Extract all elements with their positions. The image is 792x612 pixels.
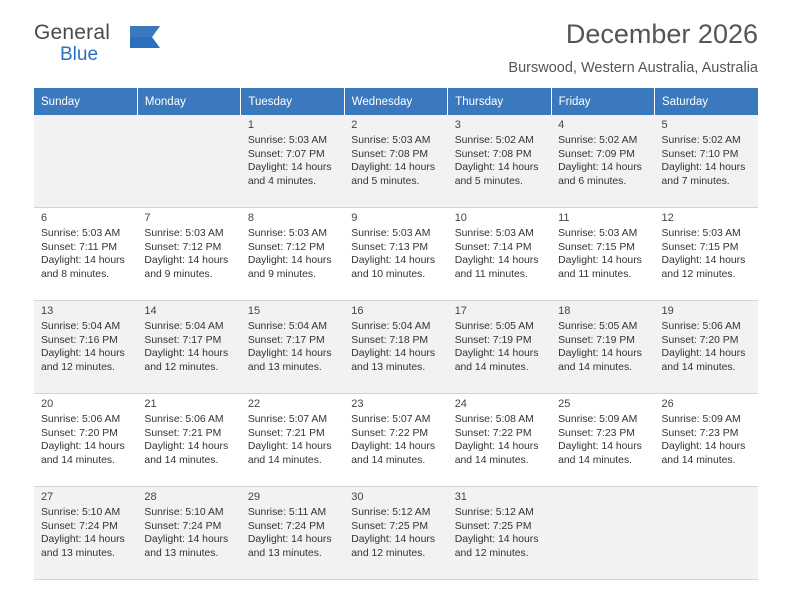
day-details <box>41 227 131 281</box>
day-detail-line: Sunrise: 5:07 AM <box>247 414 327 425</box>
day-detail-line: Sunrise: 5:12 AM <box>351 507 431 518</box>
day-detail-line: Sunset: 7:09 PM <box>558 148 635 160</box>
brand-logo[interactable] <box>34 22 234 76</box>
day-detail-line: Sunset: 7:15 PM <box>558 241 635 253</box>
calendar-day-cell[interactable] <box>448 115 551 208</box>
day-number: 31 <box>454 491 467 503</box>
day-detail-line: Sunrise: 5:03 AM <box>661 228 741 239</box>
day-details <box>455 227 545 281</box>
day-details <box>41 413 131 467</box>
day-detail-line: Sunset: 7:24 PM <box>247 520 325 532</box>
calendar-body <box>34 115 758 580</box>
calendar-day-cell[interactable] <box>551 394 654 487</box>
day-details <box>351 320 441 374</box>
day-details <box>248 506 338 560</box>
calendar-day-cell[interactable] <box>34 487 137 580</box>
day-detail-line: Daylight: 14 hours <box>661 441 746 453</box>
day-detail-line: and 12 minutes. <box>41 361 115 373</box>
day-detail-line: Sunrise: 5:05 AM <box>558 321 638 332</box>
day-number: 19 <box>661 305 674 317</box>
day-detail-line: Sunset: 7:08 PM <box>351 148 429 160</box>
calendar-day-cell[interactable] <box>344 394 447 487</box>
day-detail-line: Sunset: 7:12 PM <box>247 241 325 253</box>
day-detail-line: Sunset: 7:21 PM <box>144 427 222 439</box>
day-detail-line: and 10 minutes. <box>351 268 426 280</box>
day-detail-line: Sunrise: 5:02 AM <box>454 135 534 146</box>
day-detail-line: Sunset: 7:12 PM <box>144 241 222 253</box>
calendar-day-cell[interactable] <box>344 301 447 394</box>
day-detail-line: Daylight: 14 hours <box>247 348 332 360</box>
page-title: December 2026 <box>565 19 758 49</box>
day-detail-line: Sunrise: 5:06 AM <box>144 414 224 425</box>
calendar-week-row <box>34 394 758 487</box>
brand-general-text: General <box>34 21 111 44</box>
day-detail-line: Daylight: 14 hours <box>41 255 125 267</box>
day-detail-line: Sunrise: 5:03 AM <box>454 228 534 239</box>
day-detail-line: and 5 minutes. <box>454 175 523 187</box>
calendar-day-cell[interactable] <box>34 301 137 394</box>
day-number: 25 <box>558 398 571 410</box>
day-detail-line: Daylight: 14 hours <box>558 255 642 267</box>
day-detail-line: Daylight: 14 hours <box>144 441 229 453</box>
calendar-day-cell[interactable] <box>241 487 344 580</box>
day-detail-line: Sunrise: 5:02 AM <box>558 135 638 146</box>
day-number: 20 <box>41 398 54 410</box>
day-detail-line: and 9 minutes. <box>247 268 317 280</box>
day-detail-line: and 12 minutes. <box>144 361 219 373</box>
day-detail-line: Sunrise: 5:07 AM <box>351 414 431 425</box>
weekday-header-wednesday: Wednesday <box>344 88 447 115</box>
day-detail-line: and 11 minutes. <box>558 268 632 280</box>
calendar-day-cell[interactable] <box>241 394 344 487</box>
day-detail-line: Sunset: 7:25 PM <box>351 520 429 532</box>
day-detail-line: Sunset: 7:22 PM <box>454 427 532 439</box>
day-number: 8 <box>247 212 254 224</box>
day-detail-line: Daylight: 14 hours <box>351 255 436 267</box>
day-number: 7 <box>144 212 151 224</box>
calendar-day-cell[interactable] <box>448 301 551 394</box>
calendar-day-cell[interactable] <box>137 208 240 301</box>
day-detail-line: Sunset: 7:08 PM <box>454 148 532 160</box>
day-detail-line: Daylight: 14 hours <box>454 441 539 453</box>
day-detail-line: Sunset: 7:22 PM <box>351 427 429 439</box>
calendar-day-cell[interactable] <box>655 208 758 301</box>
day-details <box>455 506 545 560</box>
day-number: 3 <box>454 119 461 131</box>
day-detail-line: and 4 minutes. <box>247 175 317 187</box>
day-detail-line: and 13 minutes. <box>247 361 322 373</box>
day-number: 14 <box>144 305 157 317</box>
day-details <box>455 320 545 374</box>
day-number: 27 <box>41 491 54 503</box>
day-details <box>558 134 648 188</box>
day-details <box>41 320 131 374</box>
day-detail-line: Sunset: 7:19 PM <box>558 334 635 346</box>
calendar-day-cell[interactable] <box>448 394 551 487</box>
calendar-day-cell[interactable] <box>344 208 447 301</box>
day-detail-line: Sunrise: 5:03 AM <box>247 228 327 239</box>
day-details <box>351 134 441 188</box>
day-number: 22 <box>247 398 261 410</box>
day-detail-line: Sunrise: 5:04 AM <box>247 321 327 332</box>
day-detail-line: Sunset: 7:20 PM <box>661 334 739 346</box>
day-detail-line: Daylight: 14 hours <box>661 348 746 360</box>
day-detail-line: Daylight: 14 hours <box>144 348 229 360</box>
day-number: 2 <box>351 119 358 131</box>
calendar-day-cell[interactable] <box>241 115 344 208</box>
weekday-header-friday: Friday <box>551 88 654 115</box>
day-detail-line: Sunset: 7:14 PM <box>454 241 532 253</box>
day-detail-line: Sunrise: 5:04 AM <box>41 321 121 332</box>
day-number: 10 <box>454 212 467 224</box>
day-detail-line: Sunset: 7:23 PM <box>661 427 739 439</box>
day-detail-line: and 14 minutes. <box>558 454 633 466</box>
brand-blue-text: Blue <box>60 44 99 65</box>
day-detail-line: Sunrise: 5:02 AM <box>661 135 741 146</box>
day-detail-line: Sunrise: 5:03 AM <box>41 228 121 239</box>
day-number: 13 <box>41 305 54 317</box>
day-number: 4 <box>558 119 565 131</box>
day-detail-line: Daylight: 14 hours <box>351 441 436 453</box>
day-detail-line: Sunrise: 5:03 AM <box>351 135 431 146</box>
day-details <box>351 413 441 467</box>
day-number: 1 <box>247 119 254 131</box>
day-details <box>662 320 752 374</box>
day-detail-line: Sunset: 7:15 PM <box>661 241 739 253</box>
day-detail-line: Sunrise: 5:10 AM <box>144 507 224 518</box>
day-detail-line: Sunrise: 5:03 AM <box>247 135 327 146</box>
calendar-day-cell[interactable] <box>241 208 344 301</box>
day-detail-line: Daylight: 14 hours <box>454 162 539 174</box>
day-detail-line: Sunset: 7:19 PM <box>454 334 532 346</box>
day-detail-line: and 14 minutes. <box>454 454 529 466</box>
day-details <box>455 413 545 467</box>
day-details <box>558 413 648 467</box>
day-detail-line: and 12 minutes. <box>454 547 529 559</box>
calendar-day-cell[interactable] <box>137 487 240 580</box>
day-details <box>351 506 441 560</box>
day-details <box>144 413 234 467</box>
calendar-day-cell[interactable] <box>655 301 758 394</box>
day-detail-line: Daylight: 14 hours <box>41 441 125 453</box>
day-detail-line: and 13 minutes. <box>247 547 322 559</box>
calendar-day-empty <box>137 115 240 208</box>
day-detail-line: Daylight: 14 hours <box>454 348 539 360</box>
day-detail-line: Daylight: 14 hours <box>144 534 229 546</box>
day-details <box>351 227 441 281</box>
calendar-day-cell[interactable] <box>344 487 447 580</box>
calendar-day-cell[interactable] <box>34 208 137 301</box>
title-block <box>508 18 758 78</box>
day-detail-line: and 5 minutes. <box>351 175 420 187</box>
day-details <box>144 506 234 560</box>
calendar-day-cell[interactable] <box>34 394 137 487</box>
day-number: 18 <box>558 305 571 317</box>
day-detail-line: and 14 minutes. <box>41 454 115 466</box>
day-detail-line: Daylight: 14 hours <box>41 348 125 360</box>
weekday-header-monday: Monday <box>137 88 240 115</box>
calendar-day-cell[interactable] <box>551 301 654 394</box>
day-detail-line: and 7 minutes. <box>661 175 730 187</box>
day-number: 5 <box>661 119 668 131</box>
day-detail-line: Sunrise: 5:10 AM <box>41 507 121 518</box>
day-number: 16 <box>351 305 364 317</box>
day-detail-line: Sunrise: 5:09 AM <box>558 414 638 425</box>
day-detail-line: and 14 minutes. <box>558 361 633 373</box>
day-details <box>144 227 234 281</box>
day-detail-line: Sunrise: 5:11 AM <box>247 507 327 518</box>
calendar-day-cell[interactable] <box>655 394 758 487</box>
day-detail-line: Sunrise: 5:12 AM <box>454 507 534 518</box>
day-number: 15 <box>247 305 261 317</box>
day-detail-line: and 8 minutes. <box>41 268 110 280</box>
day-detail-line: Sunset: 7:11 PM <box>41 241 118 253</box>
day-detail-line: Daylight: 14 hours <box>454 255 539 267</box>
day-detail-line: Daylight: 14 hours <box>558 162 642 174</box>
day-detail-line: and 13 minutes. <box>351 361 426 373</box>
day-detail-line: and 14 minutes. <box>454 361 529 373</box>
day-number: 21 <box>144 398 157 410</box>
day-number: 12 <box>661 212 674 224</box>
day-detail-line: Sunset: 7:20 PM <box>41 427 118 439</box>
calendar-day-empty <box>34 115 137 208</box>
day-number: 26 <box>661 398 674 410</box>
day-detail-line: Sunrise: 5:06 AM <box>661 321 741 332</box>
location-subtitle: Burswood, Western Australia, Australia <box>508 60 758 76</box>
weekday-header-saturday: Saturday <box>655 88 758 115</box>
day-detail-line: Daylight: 14 hours <box>247 534 332 546</box>
day-details <box>662 227 752 281</box>
calendar-week-row <box>34 301 758 394</box>
day-number: 23 <box>351 398 364 410</box>
weekday-header-tuesday: Tuesday <box>241 88 344 115</box>
day-detail-line: Sunrise: 5:04 AM <box>351 321 431 332</box>
calendar-week-row <box>34 208 758 301</box>
day-detail-line: and 14 minutes. <box>351 454 426 466</box>
day-detail-line: and 14 minutes. <box>247 454 322 466</box>
day-detail-line: Sunrise: 5:06 AM <box>41 414 121 425</box>
day-details <box>248 320 338 374</box>
day-detail-line: Sunset: 7:17 PM <box>144 334 222 346</box>
day-details <box>558 320 648 374</box>
sunrise-sunset-calendar <box>34 88 758 580</box>
day-detail-line: Sunset: 7:24 PM <box>41 520 118 532</box>
day-details <box>248 227 338 281</box>
calendar-day-cell[interactable] <box>344 115 447 208</box>
day-detail-line: Sunset: 7:25 PM <box>454 520 532 532</box>
day-number: 6 <box>41 212 48 224</box>
day-detail-line: Sunrise: 5:05 AM <box>454 321 534 332</box>
flag-icon <box>130 24 162 50</box>
day-detail-line: Sunset: 7:13 PM <box>351 241 429 253</box>
day-detail-line: Sunset: 7:18 PM <box>351 334 429 346</box>
calendar-day-cell[interactable] <box>551 208 654 301</box>
day-details <box>248 413 338 467</box>
day-detail-line: and 14 minutes. <box>144 454 219 466</box>
day-detail-line: Daylight: 14 hours <box>247 162 332 174</box>
day-detail-line: Daylight: 14 hours <box>351 534 436 546</box>
day-detail-line: Daylight: 14 hours <box>144 255 229 267</box>
day-detail-line: and 11 minutes. <box>454 268 528 280</box>
day-detail-line: and 6 minutes. <box>558 175 627 187</box>
calendar-day-cell[interactable] <box>137 394 240 487</box>
day-detail-line: Sunrise: 5:04 AM <box>144 321 224 332</box>
day-detail-line: Sunrise: 5:03 AM <box>351 228 431 239</box>
day-detail-line: Daylight: 14 hours <box>247 255 332 267</box>
day-detail-line: Sunrise: 5:08 AM <box>454 414 534 425</box>
day-detail-line: and 12 minutes. <box>661 268 736 280</box>
day-details <box>662 413 752 467</box>
calendar-day-cell[interactable] <box>137 301 240 394</box>
calendar-day-cell[interactable] <box>448 487 551 580</box>
day-number: 9 <box>351 212 358 224</box>
day-details <box>144 320 234 374</box>
day-number: 30 <box>351 491 364 503</box>
day-detail-line: Sunrise: 5:03 AM <box>144 228 224 239</box>
calendar-day-cell[interactable] <box>655 115 758 208</box>
day-details <box>248 134 338 188</box>
day-details <box>662 134 752 188</box>
day-detail-line: and 12 minutes. <box>351 547 426 559</box>
day-detail-line: Daylight: 14 hours <box>41 534 125 546</box>
calendar-day-cell[interactable] <box>241 301 344 394</box>
day-detail-line: Sunset: 7:16 PM <box>41 334 118 346</box>
day-detail-line: Sunset: 7:17 PM <box>247 334 325 346</box>
day-details <box>41 506 131 560</box>
day-detail-line: Daylight: 14 hours <box>661 162 746 174</box>
page-header <box>34 0 758 76</box>
day-detail-line: and 9 minutes. <box>144 268 213 280</box>
calendar-day-cell[interactable] <box>551 115 654 208</box>
day-detail-line: Sunset: 7:10 PM <box>661 148 739 160</box>
day-detail-line: Daylight: 14 hours <box>454 534 539 546</box>
day-detail-line: Sunset: 7:24 PM <box>144 520 222 532</box>
day-detail-line: Daylight: 14 hours <box>351 348 436 360</box>
day-detail-line: Sunset: 7:07 PM <box>247 148 325 160</box>
day-detail-line: Daylight: 14 hours <box>351 162 436 174</box>
calendar-week-row <box>34 487 758 580</box>
weekday-header-thursday: Thursday <box>448 88 551 115</box>
day-detail-line: Daylight: 14 hours <box>661 255 746 267</box>
day-detail-line: and 13 minutes. <box>144 547 219 559</box>
day-detail-line: Sunset: 7:23 PM <box>558 427 635 439</box>
calendar-week-row <box>34 115 758 208</box>
weekday-header-row <box>34 88 758 115</box>
weekday-header-sunday: Sunday <box>34 88 137 115</box>
day-details <box>558 227 648 281</box>
day-number: 24 <box>454 398 467 410</box>
day-detail-line: and 14 minutes. <box>661 361 736 373</box>
day-number: 28 <box>144 491 157 503</box>
calendar-day-cell[interactable] <box>448 208 551 301</box>
day-detail-line: Daylight: 14 hours <box>558 348 642 360</box>
day-detail-line: and 14 minutes. <box>661 454 736 466</box>
day-detail-line: Sunrise: 5:09 AM <box>661 414 741 425</box>
calendar-day-empty <box>655 487 758 580</box>
day-detail-line: and 13 minutes. <box>41 547 115 559</box>
day-number: 29 <box>247 491 261 503</box>
day-detail-line: Daylight: 14 hours <box>558 441 642 453</box>
day-detail-line: Sunrise: 5:03 AM <box>558 228 638 239</box>
day-number: 11 <box>558 212 570 224</box>
day-detail-line: Sunset: 7:21 PM <box>247 427 325 439</box>
day-detail-line: Daylight: 14 hours <box>247 441 332 453</box>
calendar-day-empty <box>551 487 654 580</box>
day-details <box>455 134 545 188</box>
day-number: 17 <box>454 305 467 317</box>
